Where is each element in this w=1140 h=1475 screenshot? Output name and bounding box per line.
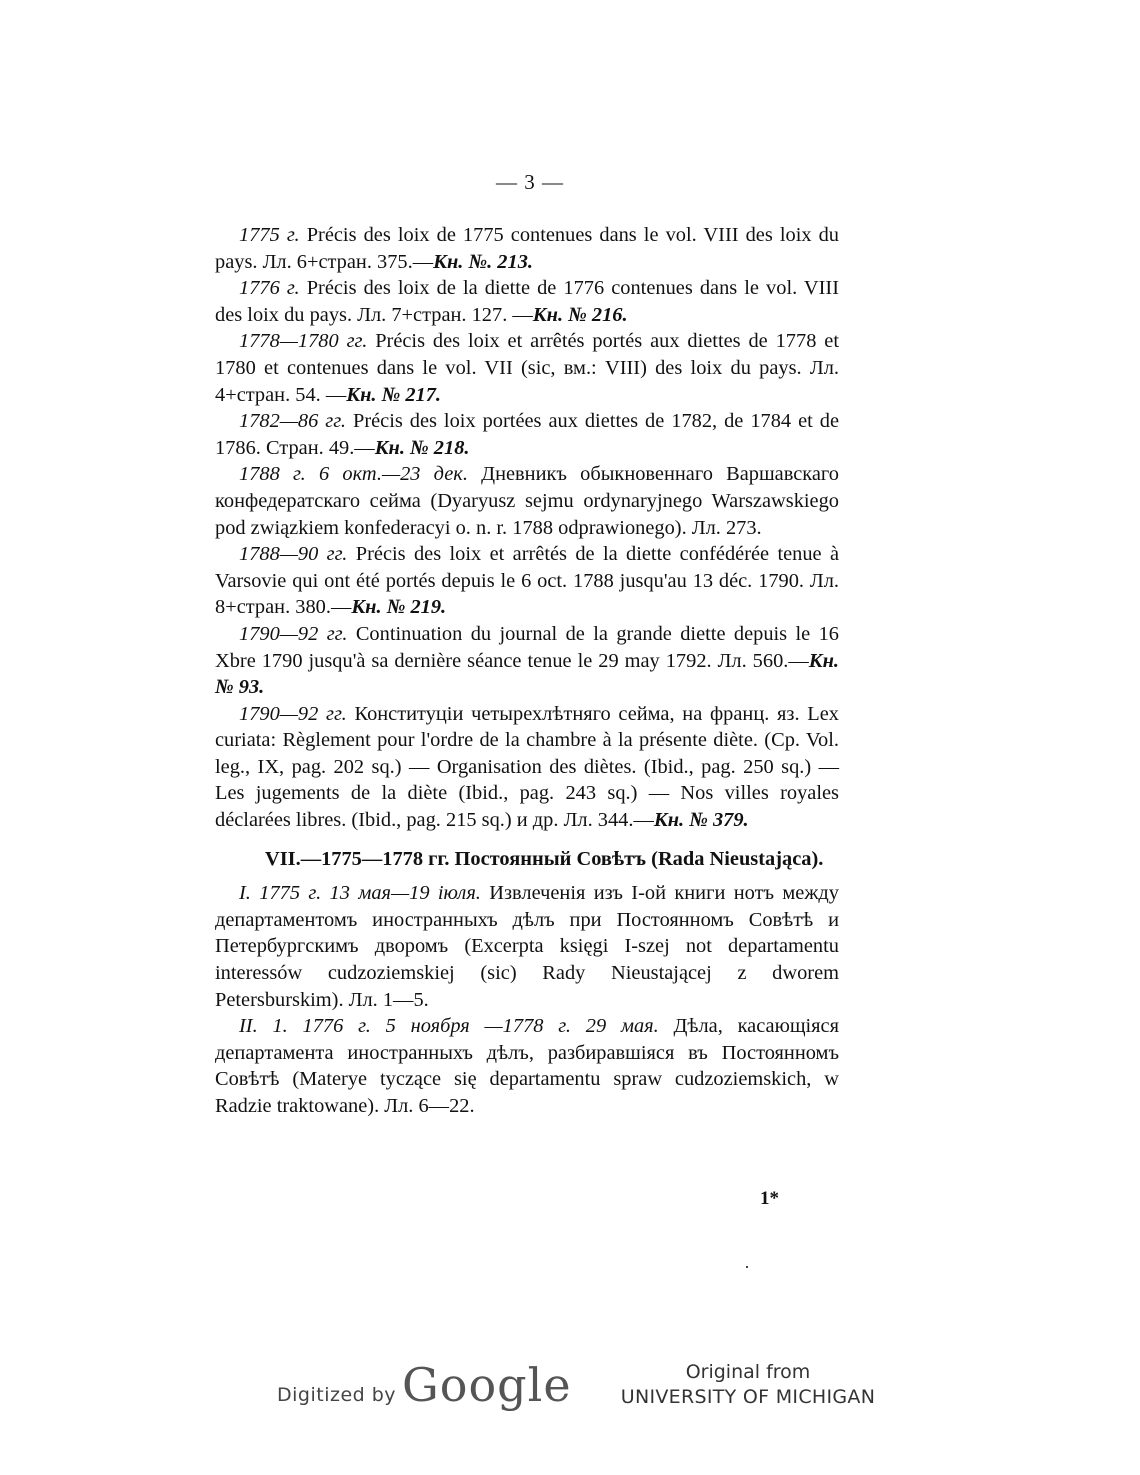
original-from-label: Original from [685,1361,811,1383]
entry-date: 1775 г. [239,224,300,246]
entry-date: 1778—1780 гг. [239,330,368,353]
entry [215,408,839,461]
entry-date: 1788—90 гг. [239,543,348,566]
entry [215,621,839,701]
entry-reference: Кн. № 93. [215,649,839,699]
entry-reference: Кн. № 379. [653,809,749,832]
page-number: — 3 — [496,170,564,194]
university-name: UNIVERSITY OF MICHIGAN [620,1386,876,1408]
entry-text: Дневникъ обыкновеннаго Варшавскаго конфедератскаго сейма (Dyaryusz sejmu ordynaryjnego Warszawskiego pod związkiem konfederacyi o. n. r. 1788 odprawionego). Лл. 273. [215,463,839,539]
entry-reference: Кн. № 218. [374,436,470,459]
entry [215,1013,839,1119]
entry-date: 1776 г. [239,277,300,300]
entry-text: Дѣла, касающіяся департамента иностранныхъ дѣлъ, разбиравшіяся въ Постоянномъ Совѣтѣ (Materye tyczące się departamentu spraw cudzoziemskich, w Radzie traktowane). Лл. 6—22. [215,1015,839,1117]
entry-reference: Кн. № 219. [351,596,447,619]
entry-text: Конституціи четырехлѣтняго сейма, на франц. яз. Lex curiata: Règlement pour l'ordre de la chambre à la présente diète. (Cp. Vol. leg., IX, pag. 202 sq.) — Organisation des diètes. (Ibid., pag. 250 sq.) — Les jugements de la diète (Ibid., pag. 243 sq.) — Nos villes royales déclarées libres. (Ibid., pag. 215 sq.) и др. Лл. 344.— [215,702,839,832]
scan-speck [746,1266,748,1268]
sheet-signature-mark: 1* [760,1188,779,1209]
section-heading: VII.—1775—1778 гг. Постоянный Совѣтъ (Rada Nieustająca). [265,847,824,870]
entry-text: Précis des loix de 1775 contenues dans le vol. VIII des loix du pays. Лл. 6+стран. 375.— [215,224,840,273]
entry-date: 1788 г. 6 окт.—23 дек. [239,463,468,486]
entry-text: Précis des loix de la diette de 1776 contenues dans le vol. VIII des loix du pays. Лл. 7+стран. 127. — [215,277,839,326]
entry-date: 1782—86 гг. [239,410,347,433]
entry-text: Précis des loix et arrêtés portés aux diettes de 1778 et 1780 et contenues dans le vol. VII (sic, вм.: VIII) des loix du pays. Лл. 4+стран. 54. — [215,330,839,406]
entry-text: Précis des loix et arrêtés de la diette confédérée tenue à Varsovie qui ont été portés depuis le 6 oct. 1788 jusqu'au 13 déc. 1790. Лл. 8+стран. 380.— [215,543,840,619]
entry [215,328,839,408]
entry-reference: Кн. №. 213. [433,250,533,273]
entry-date: I. 1775 г. 13 мая—19 іюля. [239,882,481,905]
entry [215,222,839,275]
digitized-by-google [277,1358,572,1412]
entry-text: Précis des loix portées aux diettes de 1782, de 1784 et de 1786. Стран. 49.— [215,410,839,459]
entry-reference: Кн. № 216. [532,303,628,326]
entry-text: Continuation du journal de la grande diette depuis le 16 Xbre 1790 jusqu'à sa dernière séance tenue le 29 may 1792. Лл. 560.— [215,622,840,672]
entry [215,275,839,328]
entry-date: 1790—92 гг. [239,702,347,725]
entry [215,701,839,834]
digitized-label: Digitized by [277,1384,397,1406]
document-body [215,222,839,1120]
entry [215,880,839,1013]
entry [215,541,839,621]
entry-reference: Кн. № 217. [346,383,442,406]
original-source [618,1360,878,1410]
entry-text: Извлеченія изъ I-ой книги нотъ между департаментомъ иностранныхъ дѣлъ при Постоянномъ Совѣтѣ и Петербургскимъ дворомъ (Excerpta księgi I-szej not departamentu interessów cudzoziemskiej (sic) Rady Nieustającej z dworem Petersburskim). Лл. 1—5. [215,882,839,1011]
entry-date: 1790—92 гг. [239,622,348,645]
google-logo: Google [402,1358,572,1412]
entry-date: II. 1. 1776 г. 5 ноября —1778 г. 29 мая. [239,1015,659,1038]
entry [215,461,839,541]
